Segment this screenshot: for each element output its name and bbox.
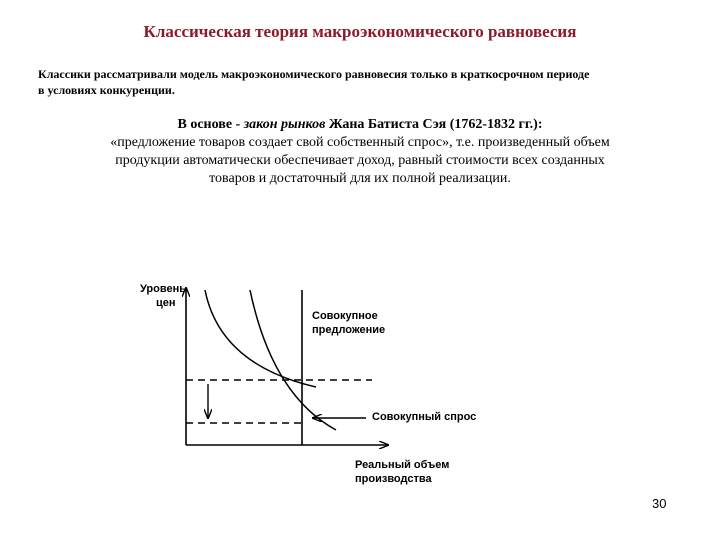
law-prefix: В основе - — [177, 117, 244, 132]
law-line-2: продукции автоматически обеспечивает доход, равный стоимости всех созданных — [115, 153, 605, 168]
demand-label: Совокупный спрос — [372, 411, 477, 423]
intro-line-1: Классики рассматривали модель макроэкономического равновесия только в краткосрочном периоде — [38, 67, 590, 81]
x-axis-label-line-2: производства — [355, 473, 432, 485]
y-axis-label-line-2: цен — [156, 297, 176, 309]
intro-line-2: в условиях конкуренции. — [38, 83, 175, 97]
law-line-1: «предложение товаров создает свой собственный спрос», т.е. произведенный объем — [110, 135, 610, 150]
law-name: закон рынков — [243, 117, 326, 132]
slide-title: Классическая теория макроэкономического равновесия — [143, 22, 577, 41]
law-line-3: товаров и достаточный для их полной реализации. — [209, 171, 511, 186]
x-axis-label-line-1: Реальный объем — [355, 459, 450, 471]
law-suffix: Жана Батиста Сэя (1762-1832 гг.): — [325, 117, 543, 132]
demand-curve-initial — [205, 290, 316, 387]
supply-label-line-2: предложение — [312, 324, 386, 336]
supply-label-line-1: Совокупное — [312, 310, 378, 322]
y-axis-label-line-1: Уровень — [140, 283, 187, 295]
page-number: 30 — [652, 496, 667, 511]
